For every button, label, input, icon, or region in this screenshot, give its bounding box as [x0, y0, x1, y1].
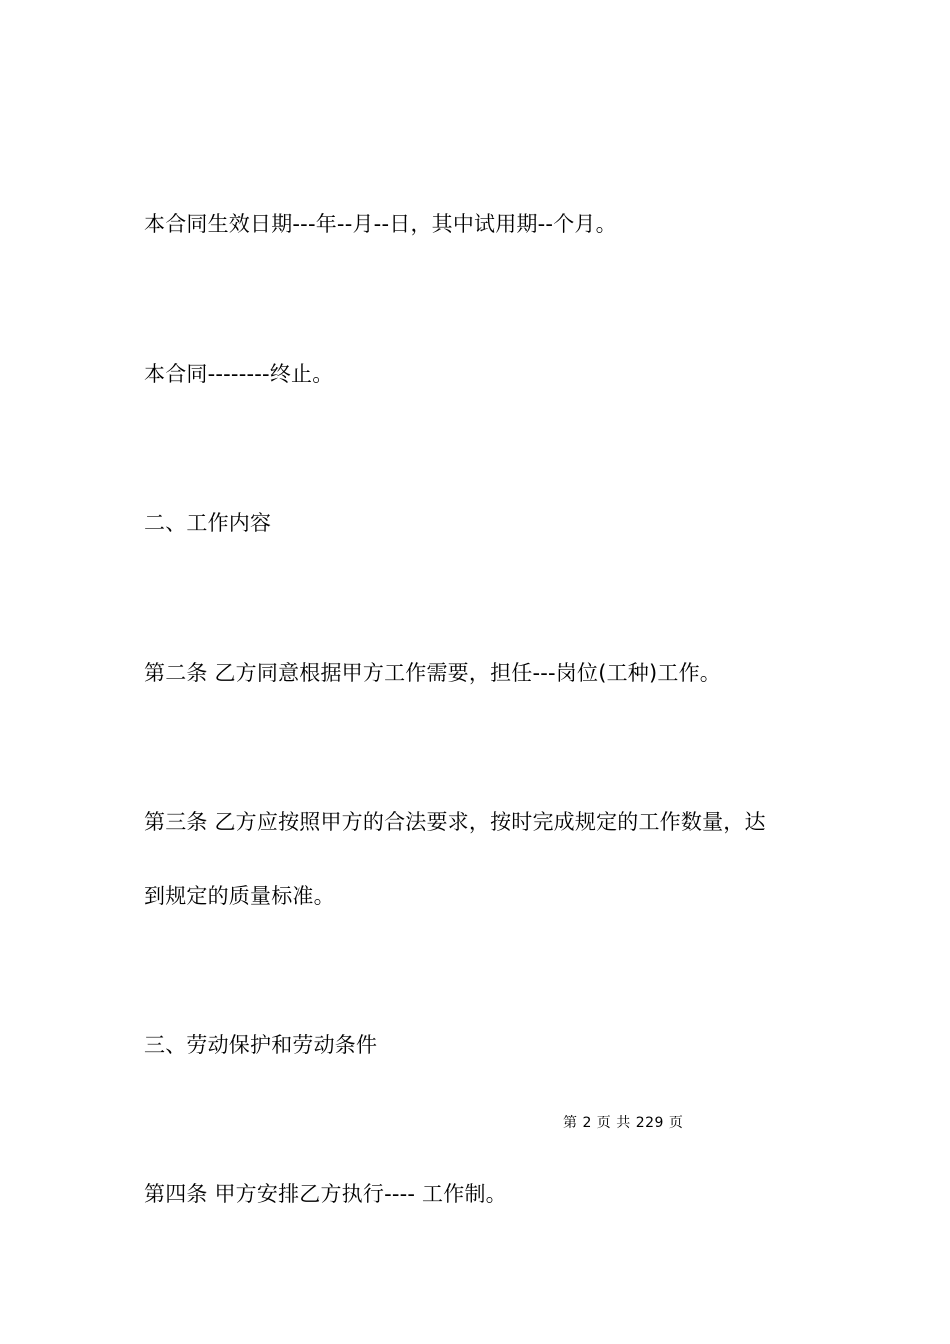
section-heading-labor-protection: 三、劳动保护和劳动条件	[144, 1033, 378, 1057]
section-heading-work-content: 二、工作内容	[144, 511, 272, 535]
article-4-paragraph: 第四条 甲方安排乙方执行---- 工作制。	[144, 1182, 507, 1206]
article-3-paragraph-line-2: 到规定的质量标准。	[144, 884, 335, 908]
termination-paragraph: 本合同--------终止。	[144, 362, 334, 386]
page-number-footer: 第 2 页 共 229 页	[563, 1115, 684, 1131]
article-2-paragraph: 第二条 乙方同意根据甲方工作需要，担任---岗位(工种)工作。	[144, 661, 721, 685]
effective-date-paragraph: 本合同生效日期---年--月--日，其中试用期--个月。	[144, 212, 617, 236]
article-3-paragraph-line-1: 第三条 乙方应按照甲方的合法要求，按时完成规定的工作数量，达	[144, 810, 766, 834]
